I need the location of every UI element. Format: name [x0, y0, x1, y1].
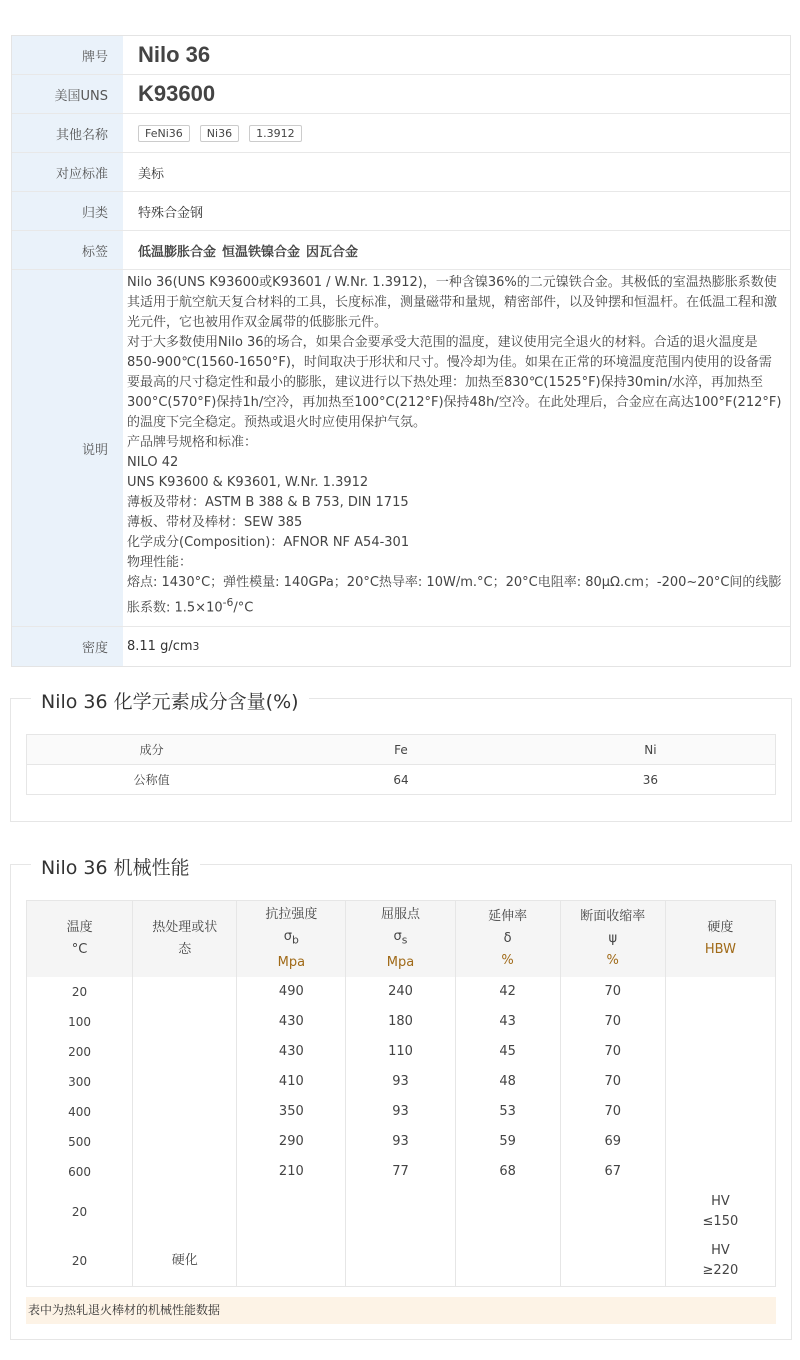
cell-temp: 600 [27, 1157, 133, 1187]
table-row [27, 1237, 776, 1287]
category-row [12, 192, 790, 231]
yield-subscript: s [401, 933, 408, 947]
header-yield-label: 屈服点 [380, 906, 420, 922]
cell-yield: 240 [346, 977, 455, 1007]
header-reduction-label: 断面收缩率 [580, 908, 646, 924]
desc-line: NILO 42 [127, 455, 179, 470]
header-elongation [455, 901, 560, 977]
mechanical-note: 表中为热轧退火棒材的机械性能数据 [26, 1297, 776, 1324]
cell-elong: 45 [455, 1037, 560, 1067]
density-number: 8.11 g/cm [127, 639, 193, 654]
header-tensile-unit: Mpa [277, 954, 306, 970]
cell-tensile: 430 [237, 1007, 346, 1037]
description-label: 说明 [12, 270, 123, 626]
cell-reduction: 70 [560, 1067, 665, 1097]
grade-label: 牌号 [12, 36, 123, 74]
cell-reduction [560, 1237, 665, 1287]
composition-section [10, 691, 792, 822]
cell-treat: 硬化 [133, 1237, 237, 1287]
header-hardness-unit: HBW [704, 941, 736, 957]
cell-reduction: 70 [560, 977, 665, 1007]
header-tensile-label: 抗拉强度 [265, 906, 318, 922]
cell-elong [455, 1187, 560, 1237]
cell-hardness [665, 1187, 775, 1237]
standard-label: 对应标准 [12, 153, 123, 191]
tags-label: 标签 [12, 231, 123, 269]
cell-elong: 53 [455, 1097, 560, 1127]
cell-treat [133, 1187, 237, 1237]
standard-row [12, 153, 790, 192]
cell-elong: 59 [455, 1127, 560, 1157]
cell-yield: 93 [346, 1067, 455, 1097]
cell-temp: 20 [27, 1237, 133, 1287]
desc-physical-line [127, 573, 782, 618]
physical-prefix: 熔点: 1430°C；弹性模量: 140GPa；20°C热导率: 10W/m.°C；20°C电阻率: 80μΩ.cm；-200~20°C间的线膨胀系数: 1.5×10 [127, 575, 782, 616]
tag-link[interactable]: 因瓦合金 [306, 244, 359, 260]
cell-treat [133, 1097, 237, 1127]
cell-tensile: 490 [237, 977, 346, 1007]
comp-value-cell: 公称值 [27, 765, 277, 795]
header-elongation-symbol: δ [503, 930, 512, 946]
density-value [123, 627, 790, 666]
cell-hardness [665, 1237, 775, 1287]
cell-yield [346, 1237, 455, 1287]
header-hardness [665, 901, 775, 977]
cell-treat [133, 1067, 237, 1097]
composition-value-row [27, 765, 776, 795]
header-treatment-label-1: 热处理或状 [152, 919, 218, 935]
composition-title: Nilo 36 化学元素成分含量(%) [31, 687, 309, 714]
cell-yield [346, 1187, 455, 1237]
header-tensile [237, 901, 346, 977]
header-tensile-symbol [237, 926, 345, 952]
cell-temp: 20 [27, 977, 133, 1007]
header-reduction-symbol: ψ [608, 930, 618, 946]
header-yield [346, 901, 455, 977]
cell-hardness [665, 1127, 775, 1157]
desc-line: 对于大多数使用Nilo 36的场合，如果合金要承受大范围的温度，建议使用完全退火的材料。合适的退火温度是850-900℃(1560-1650°F)，时间取决于形状和尺寸。慢冷却为佳。如果在正常的环境温度范围内使用的设备需要最高的尺寸稳定性和最小的膨胀，建议进行以下热处理：加热至830℃(1525°F)保持30min/水淬，再加热至300°C(570°F)保持1h/空冷，再加热至100°C(212°F)保持48h/空冷。在此处理后，合金应在高达100°F(212°F)的温度下完全稳定。预热或退火时应使用保护气氛。 [127, 335, 782, 430]
standard-value: 美标 [138, 166, 165, 182]
table-row [27, 977, 776, 1007]
header-temp-unit: °C [71, 941, 88, 957]
cell-treat [133, 1037, 237, 1067]
cell-temp: 500 [27, 1127, 133, 1157]
description-text [123, 270, 790, 626]
header-yield-unit: Mpa [386, 954, 415, 970]
composition-table [26, 734, 776, 795]
cell-tensile: 210 [237, 1157, 346, 1187]
header-temp [27, 901, 133, 977]
desc-line: 物理性能： [127, 555, 193, 570]
cell-treat [133, 1007, 237, 1037]
cell-tensile: 430 [237, 1037, 346, 1067]
cell-tensile: 410 [237, 1067, 346, 1097]
cell-reduction: 70 [560, 1007, 665, 1037]
desc-line: 产品牌号规格和标准： [127, 435, 258, 450]
yield-symbol: σ [393, 928, 402, 944]
mechanical-table [26, 900, 776, 1287]
table-row [27, 1157, 776, 1187]
comp-value-cell: 64 [276, 765, 526, 795]
hardness-scale: HV [711, 1193, 730, 1209]
cell-elong [455, 1237, 560, 1287]
material-info-table [11, 35, 791, 667]
cell-elong: 42 [455, 977, 560, 1007]
hardness-value: ≥220 [702, 1263, 739, 1279]
comp-header-cell: 成分 [27, 735, 277, 765]
table-row [27, 1187, 776, 1237]
cell-reduction: 70 [560, 1037, 665, 1067]
cell-temp: 100 [27, 1007, 133, 1037]
alias-tag[interactable]: FeNi36 [138, 125, 190, 142]
cell-tensile [237, 1237, 346, 1287]
physical-exponent: -6 [222, 596, 234, 609]
cell-temp: 300 [27, 1067, 133, 1097]
mechanical-title: Nilo 36 机械性能 [31, 853, 200, 880]
desc-line: Nilo 36(UNS K93600或K93601 / W.Nr. 1.3912)，一种含镍36%的二元镍铁合金。其极低的室温热膨胀系数使其适用于航空航天复合材料的工具，长度标准，测量磁带和量规，精密部件，以及钟摆和恒温杆。在低温工程和激光元件，它也被用作双金属带的低膨胀元件。 [127, 275, 778, 330]
cell-temp: 200 [27, 1037, 133, 1067]
table-row [27, 1097, 776, 1127]
cell-hardness [665, 1007, 775, 1037]
tag-link[interactable]: 低温膨胀合金 [138, 244, 217, 260]
cell-yield: 93 [346, 1097, 455, 1127]
mechanical-body [27, 977, 776, 1287]
header-hardness-label: 硬度 [707, 919, 734, 935]
cell-reduction [560, 1187, 665, 1237]
cell-hardness [665, 1067, 775, 1097]
cell-yield: 93 [346, 1127, 455, 1157]
table-row [27, 1067, 776, 1097]
cell-tensile [237, 1187, 346, 1237]
density-label: 密度 [12, 627, 123, 666]
description-row [12, 270, 790, 627]
header-yield-symbol [346, 926, 454, 952]
cell-reduction: 70 [560, 1097, 665, 1127]
aliases-row [12, 114, 790, 153]
comp-header-cell: Ni [526, 735, 776, 765]
table-row [27, 1037, 776, 1067]
cell-elong: 68 [455, 1157, 560, 1187]
mechanical-section [10, 857, 792, 1340]
tag-link[interactable]: 恒温铁镍合金 [222, 244, 301, 260]
header-elongation-unit: % [501, 952, 514, 968]
uns-row [12, 75, 790, 114]
desc-line: 薄板、带材及棒材：SEW 385 [127, 515, 303, 530]
mechanical-header-row [27, 901, 776, 977]
cell-temp: 20 [27, 1187, 133, 1237]
density-row [12, 627, 790, 666]
comp-header-cell: Fe [276, 735, 526, 765]
grade-row [12, 36, 790, 75]
tags-row [12, 231, 790, 270]
tensile-subscript: b [292, 933, 299, 947]
cell-elong: 43 [455, 1007, 560, 1037]
hardness-value: ≤150 [702, 1213, 739, 1229]
desc-line: UNS K93600 & K93601, W.Nr. 1.3912 [127, 475, 369, 490]
category-value: 特殊合金钢 [138, 205, 204, 221]
cell-elong: 48 [455, 1067, 560, 1097]
alias-tag[interactable]: Ni36 [200, 125, 239, 142]
cell-yield: 110 [346, 1037, 455, 1067]
category-label: 归类 [12, 192, 123, 230]
hardness-scale: HV [711, 1243, 730, 1259]
header-reduction [560, 901, 665, 977]
cell-yield: 180 [346, 1007, 455, 1037]
comp-value-cell: 36 [526, 765, 776, 795]
header-reduction-unit: % [606, 952, 619, 968]
tensile-symbol: σ [283, 928, 293, 944]
cell-tensile: 290 [237, 1127, 346, 1157]
cell-treat [133, 1157, 237, 1187]
desc-line: 化学成分(Composition)：AFNOR NF A54-301 [127, 535, 410, 550]
cell-reduction: 69 [560, 1127, 665, 1157]
uns-value: K93600 [138, 81, 216, 106]
table-row [27, 1127, 776, 1157]
uns-label: 美国UNS [12, 75, 123, 113]
table-row [27, 1007, 776, 1037]
cell-hardness [665, 977, 775, 1007]
header-treatment-label-2: 态 [178, 941, 192, 957]
cell-tensile: 350 [237, 1097, 346, 1127]
cell-hardness [665, 1157, 775, 1187]
cell-treat [133, 1127, 237, 1157]
header-temp-label: 温度 [66, 919, 93, 935]
density-exponent: 3 [192, 640, 200, 653]
cell-yield: 77 [346, 1157, 455, 1187]
composition-header-row [27, 735, 776, 765]
cell-hardness [665, 1097, 775, 1127]
grade-value: Nilo 36 [138, 42, 211, 67]
cell-temp: 400 [27, 1097, 133, 1127]
cell-reduction: 67 [560, 1157, 665, 1187]
header-treatment [133, 901, 237, 977]
cell-treat [133, 977, 237, 1007]
header-elongation-label: 延伸率 [488, 908, 528, 924]
aliases-label: 其他名称 [12, 114, 123, 152]
desc-line: 薄板及带材：ASTM B 388 & B 753, DIN 1715 [127, 495, 409, 510]
physical-suffix: /°C [233, 600, 254, 616]
alias-tag[interactable]: 1.3912 [249, 125, 302, 142]
cell-hardness [665, 1037, 775, 1067]
